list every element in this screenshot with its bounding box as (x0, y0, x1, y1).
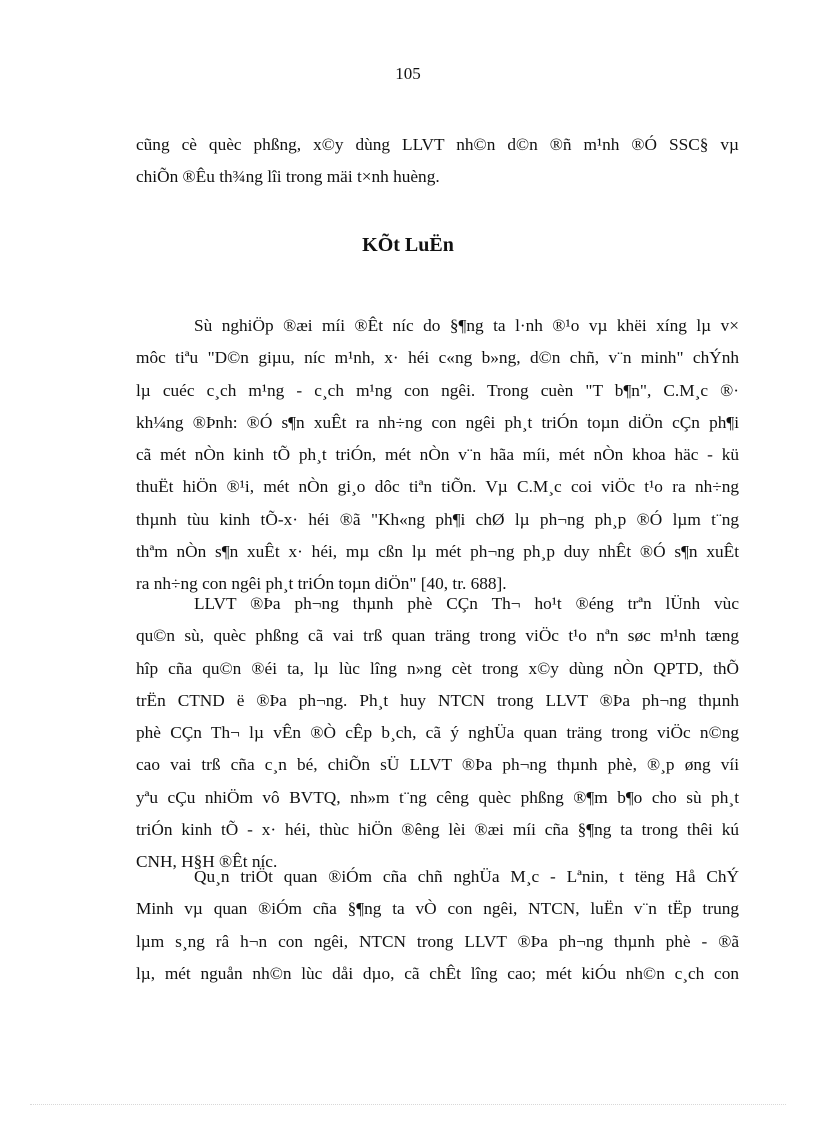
text-line: yªu cÇu nhiÖm vô BVTQ, nh»m t¨ng cêng quèc phßng ®¶m b¶o cho sù ph¸t (136, 787, 739, 807)
text-line: môc tiªu "D©n giµu, níc m¹nh, x· héi c«ng b»ng, d©n chñ, v¨n minh" chÝnh (136, 348, 739, 368)
page-bottom-rule (30, 1104, 786, 1105)
paragraph-1 (136, 310, 739, 601)
top-paragraph (136, 129, 739, 194)
text-line: triÓn kinh tÕ - x· héi, thùc hiÖn ®êng lèi ®æi míi cña §¶ng ta trong thêi kú (136, 820, 739, 840)
paragraph-3 (136, 861, 739, 990)
text-line: lµ cuéc c¸ch m¹ng - c¸ch m¹ng con ngêi. Trong cuèn "T b¶n", C.M¸c ®· (136, 380, 739, 400)
text-line: thuËt hiÖn ®¹i, mét nÒn gi¸o dôc tiªn tiÕn. Vµ C.M¸c coi viÖc t¹o ra nh÷ng (136, 477, 739, 497)
text-line: Sù nghiÖp ®æi míi ®Êt níc do §¶ng ta l·nh ®¹o vµ khëi xíng lµ v× (194, 316, 739, 335)
text-line: lµ, mét nguån nh©n lùc dåi dµo, cã chÊt lîng cao; mét kiÓu nh©n c¸ch con (136, 963, 739, 983)
text-line: chiÕn ®Êu th¾ng lîi trong mäi t×nh huèng. (136, 167, 440, 187)
text-line: phè CÇn Th¬ lµ vÊn ®Ò cÊp b¸ch, cã ý nghÜa quan träng trong viÖc n©ng (136, 723, 739, 743)
text-line: thµnh tùu kinh tÕ-x· héi ®ã "Kh«ng ph¶i chØ lµ ph¬ng ph¸p ®Ó lµm t¨ng (136, 509, 739, 529)
text-line: ra nh÷ng con ngêi ph¸t triÓn toµn diÖn" [40, tr. 688]. (136, 574, 507, 594)
text-line: lµm s¸ng râ h¬n con ngêi, NTCN trong LLVT ®Þa ph¬ng thµnh phè - ®ã (136, 931, 739, 951)
text-line: cũng cè quèc phßng, x©y dùng LLVT nh©n d©n ®ñ m¹nh ®Ó SSC§ vµ (136, 135, 739, 154)
text-line: trËn CTND ë ®Þa ph¬ng. Ph¸t huy NTCN trong LLVT ®Þa ph¬ng thµnh (136, 690, 739, 710)
page-number: 105 (395, 64, 421, 83)
text-line: LLVT ®Þa ph¬ng thµnh phè CÇn Th¬ ho¹t ®éng trªn lÜnh vùc (194, 594, 739, 613)
text-line: cã mét nÒn kinh tÕ ph¸t triÓn, mét nÒn v¨n hãa míi, mét nÒn khoa häc - kü (136, 445, 739, 465)
text-line: CNH, H§H ®Êt níc. (136, 852, 278, 872)
text-line: thªm nÒn s¶n xuÊt x· héi, mµ cßn lµ mét ph¬ng ph¸p duy nhÊt ®Ó s¶n xuÊt (136, 542, 739, 562)
text-line: qu©n sù, quèc phßng cã vai trß quan träng trong viÖc t¹o nªn søc m¹nh tæng (136, 626, 739, 646)
text-line: hîp cña qu©n ®éi ta, lµ lùc lîng n»ng cèt trong x©y dùng nÒn QPTD, thÕ (136, 658, 739, 678)
paragraph-2 (136, 588, 739, 879)
section-heading: KÕt LuËn (362, 234, 454, 256)
text-line: Minh vµ quan ®iÓm cña §¶ng ta vÒ con ngêi, NTCN, luËn v¨n tËp trung (136, 899, 739, 919)
text-line: kh¼ng ®Þnh: ®Ó s¶n xuÊt ra nh÷ng con ngêi ph¸t triÓn toµn diÖn cÇn ph¶i (136, 412, 739, 432)
text-line: Qu¸n triÖt quan ®iÓm cña chñ nghÜa M¸c - Lªnin, t tëng Hå ChÝ (194, 867, 739, 886)
text-line: cao vai trß cña c¸n bé, chiÕn sÜ LLVT ®Þa ph¬ng thµnh phè, ®¸p øng víi (136, 755, 739, 775)
